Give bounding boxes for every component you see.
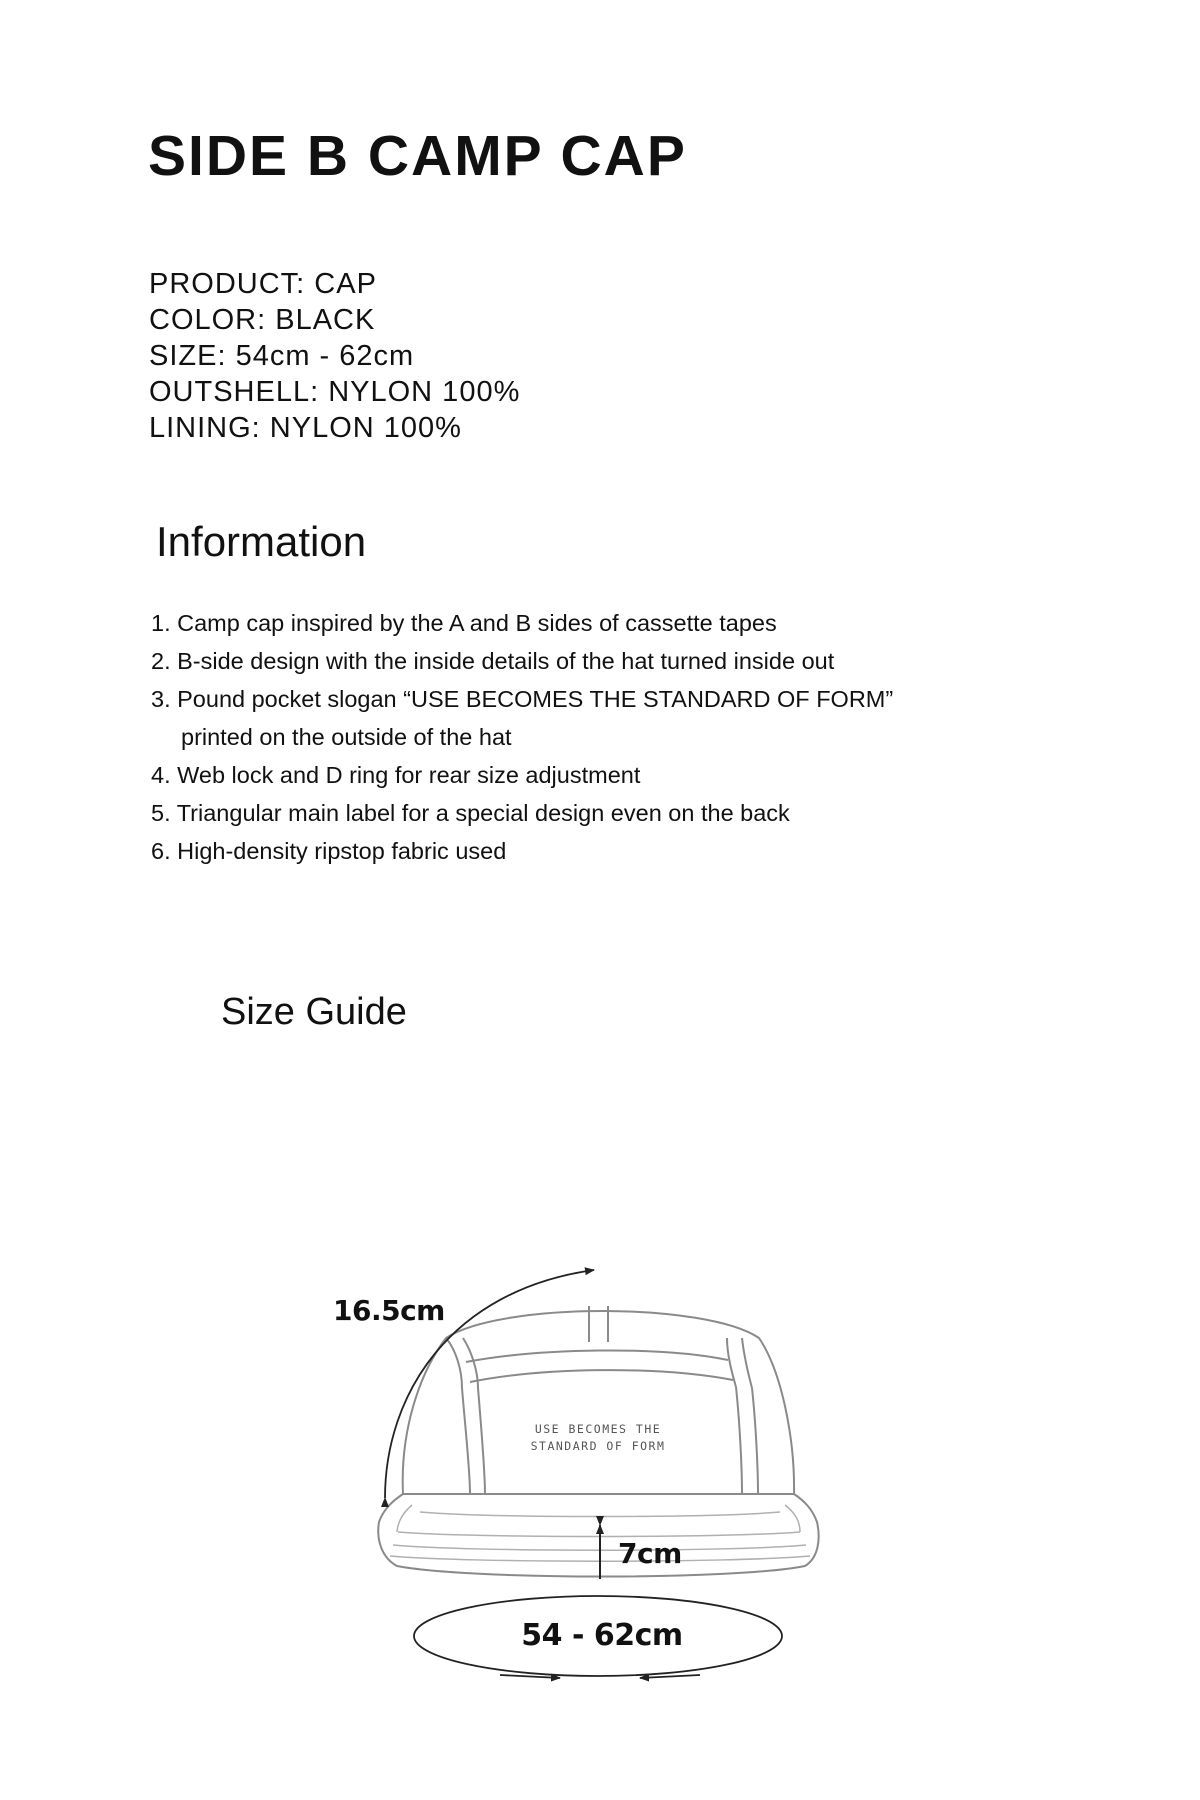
cap-front-panel-left <box>462 1388 470 1494</box>
info-item-1: 1. Camp cap inspired by the A and B sides of cassette tapes <box>151 610 777 636</box>
circumference-arrow-right <box>640 1675 700 1678</box>
info-item-2: 2. B-side design with the inside details of the hat turned inside out <box>151 648 835 674</box>
cap-brim-stitch-5 <box>420 1512 780 1517</box>
cap-crown <box>403 1311 794 1494</box>
info-item-6: 6. High-density ripstop fabric used <box>151 838 507 864</box>
spec-color: COLOR: BLACK <box>149 304 376 336</box>
brim-length-label: 7cm <box>618 1537 682 1570</box>
spec-size: SIZE: 54cm - 62cm <box>149 340 415 372</box>
info-item-3: 3. Pound pocket slogan “USE BECOMES THE STANDARD OF FORM” <box>151 686 894 712</box>
spec-product: PRODUCT: CAP <box>149 268 377 300</box>
info-item-5: 5. Triangular main label for a special design even on the back <box>151 800 790 826</box>
info-item-4: 4. Web lock and D ring for rear size adjustment <box>151 762 641 788</box>
cap-horizontal-tape <box>466 1350 733 1382</box>
information-heading: Information <box>156 518 367 565</box>
info-item-3-continued: printed on the outside of the hat <box>181 724 512 750</box>
size-guide-heading: Size Guide <box>221 991 407 1033</box>
cap-front-panel-right-2 <box>752 1388 758 1494</box>
cap-front-panel-left-2 <box>478 1388 485 1494</box>
circumference-label: 54 - 62cm <box>521 1618 683 1653</box>
product-title: SIDE B CAMP CAP <box>148 124 687 188</box>
spec-outshell: OUTSHELL: NYLON 100% <box>149 376 521 408</box>
cap-slogan-line-2: STANDARD OF FORM <box>530 1439 666 1453</box>
cap-slogan-line-1: USE BECOMES THE <box>534 1422 662 1436</box>
crown-height-label: 16.5cm <box>333 1294 445 1327</box>
spec-lining: LINING: NYLON 100% <box>149 412 462 444</box>
cap-front-panel-right <box>736 1387 742 1494</box>
cap-brim-stitch-1 <box>397 1505 800 1532</box>
